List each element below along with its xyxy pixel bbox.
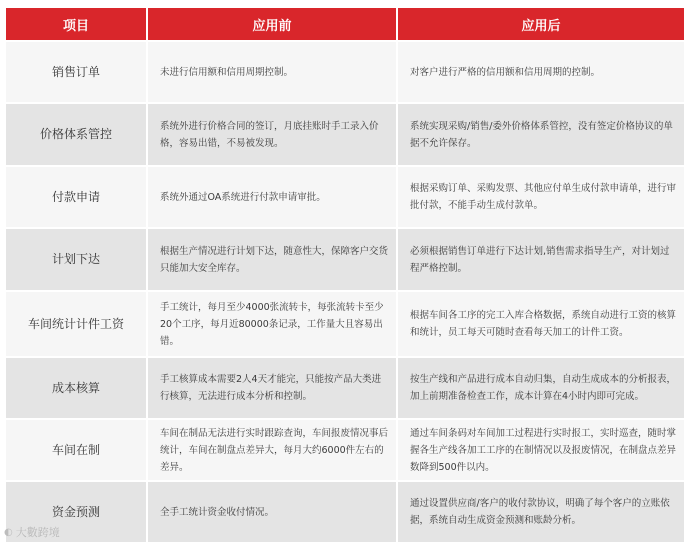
row-before: 全手工统计资金收付情况。 [148, 482, 396, 542]
row-before: 系统外进行价格合同的签订，月底挂账时手工录入价格，容易出错，不易被发现。 [148, 104, 396, 165]
row-item: 成本核算 [6, 358, 146, 418]
row-item: 车间在制 [6, 420, 146, 480]
row-after: 通过车间条码对车间加工过程进行实时报工，实时巡查，随时掌握各生产线各加工工序的在制情况以及报废情况，在制盘点差异数降到500件以内。 [398, 420, 684, 480]
row-after: 必须根据销售订单进行下达计划,销售需求指导生产，对计划过程严格控制。 [398, 229, 684, 290]
row-after: 按生产线和产品进行成本自动归集，自动生成成本的分析报表，加上前期准备检查工作，成本计算在4小时内即可完成。 [398, 358, 684, 418]
row-before: 根据生产情况进行计划下达，随意性大，保障客户交货只能加大安全库存。 [148, 229, 396, 290]
watermark [4, 524, 60, 540]
row-before: 手工核算成本需要2人4天才能完，只能按产品大类进行核算，无法进行成本分析和控制。 [148, 358, 396, 418]
row-after: 系统实现采购/销售/委外价格体系管控，没有签定价格协议的单据不允许保存。 [398, 104, 684, 165]
row-item: 车间统计计件工资 [6, 292, 146, 356]
comparison-table [6, 8, 685, 542]
header-after: 应用后 [398, 8, 684, 40]
row-item: 计划下达 [6, 229, 146, 290]
row-before: 车间在制品无法进行实时跟踪查询，车间报废情况事后统计，车间在制盘点差异大，每月大约6000件左右的差异。 [148, 420, 396, 480]
header-item: 项目 [6, 8, 146, 40]
row-before: 系统外通过OA系统进行付款申请审批。 [148, 167, 396, 227]
row-after: 根据采购订单、采购发票、其他应付单生成付款申请单，进行审批付款，不能手动生成付款单。 [398, 167, 684, 227]
row-before: 手工统计，每月至少4000张流转卡，每张流转卡至少20个工序，每月近80000条记录，工作量大且容易出错。 [148, 292, 396, 356]
row-after: 通过设置供应商/客户的收付款协议，明确了每个客户的立账依据，系统自动生成资金预测和账龄分析。 [398, 482, 684, 542]
watermark-text: 大數跨境 [15, 526, 60, 539]
row-item: 销售订单 [6, 42, 146, 102]
row-item: 付款申请 [6, 167, 146, 227]
row-item: 价格体系管控 [6, 104, 146, 165]
row-before: 未进行信用额和信用周期控制。 [148, 42, 396, 102]
row-after: 对客户进行严格的信用额和信用周期的控制。 [398, 42, 684, 102]
row-after: 根据车间各工序的完工入库合格数据，系统自动进行工资的核算和统计，员工每天可随时查看每天加工的计件工资。 [398, 292, 684, 356]
logo-icon: ◐ [4, 526, 13, 538]
header-before: 应用前 [148, 8, 396, 40]
row-item: 资金预测 [6, 482, 146, 542]
